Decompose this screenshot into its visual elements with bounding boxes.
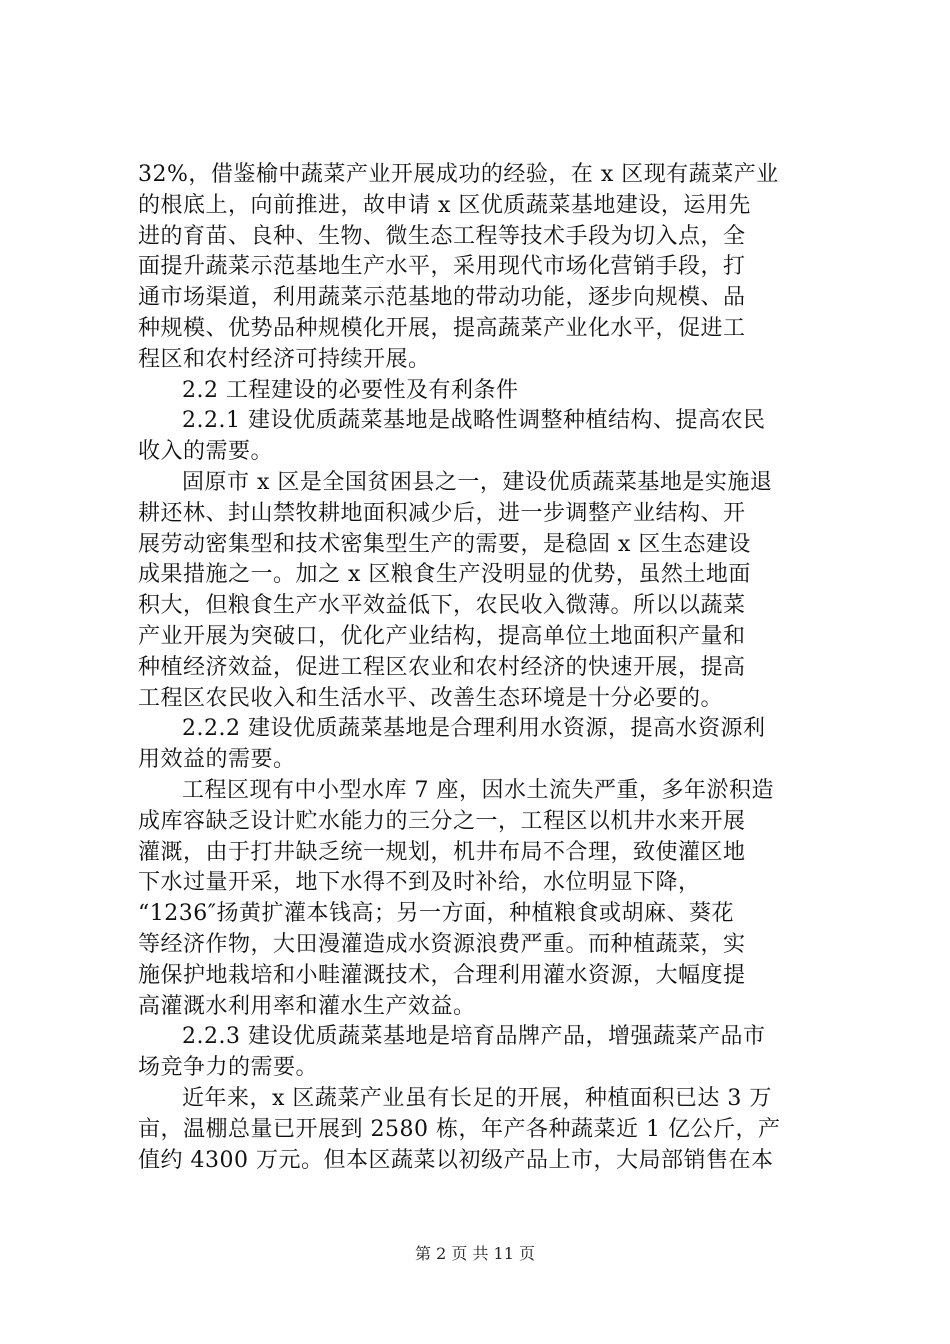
paragraph-start: 固原市 x 区是全国贫困县之一，建设优质蔬菜基地是实施退 <box>182 469 773 495</box>
text-line: 程区和农村经济可持续开展。 <box>138 346 431 372</box>
subsection-heading: 2.2.2 建设优质蔬菜基地是合理利用水资源，提高水资源利 <box>182 716 766 742</box>
text-line: 灌溉，由于打井缺乏统一规划，机井布局不合理，致使灌区地 <box>138 839 746 865</box>
page-footer: 第 2 页 共 11 页 <box>415 1244 535 1263</box>
subsection-heading: 2.2.3 建设优质蔬菜基地是培育品牌产品，增强蔬菜产品市 <box>182 1024 766 1050</box>
text-line: “1236″扬黄扩灌本钱高；另一方面，种植粮食或胡麻、葵花 <box>138 901 734 927</box>
text-line: 亩，温棚总量已开展到 2580 栋，年产各种蔬菜近 1 亿公斤，产 <box>138 1116 781 1142</box>
text-line: 值约 4300 万元。但本区蔬菜以初级产品上市，大局部销售在本 <box>138 1147 774 1173</box>
paragraph-start: 工程区现有中小型水库 7 座，因水土流失严重，多年淤积造 <box>182 777 774 803</box>
text-line: 面提升蔬菜示范基地生产水平，采用现代市场化营销手段，打 <box>138 254 746 280</box>
text-line: 场竞争力的需要。 <box>138 1055 319 1081</box>
section-heading: 2.2 工程建设的必要性及有利条件 <box>182 377 519 403</box>
text-line: 下水过量开采，地下水得不到及时补给，水位明显下降， <box>138 870 701 896</box>
text-line: 等经济作物，大田漫灌造成水资源浪费严重。而种植蔬菜，实 <box>138 931 746 957</box>
text-line: 用效益的需要。 <box>138 747 296 773</box>
text-line: 展劳动密集型和技术密集型生产的需要，是稳固 x 区生态建设 <box>138 531 751 557</box>
text-line: 通市场渠道，利用蔬菜示范基地的带动功能，逐步向规模、品 <box>138 285 746 311</box>
text-line: 施保护地栽培和小畦灌溉技术，合理利用灌水资源，大幅度提 <box>138 962 746 988</box>
body-text <box>138 160 828 1176</box>
text-line: 产业开展为突破口，优化产业结构，提高单位土地面积产量和 <box>138 623 746 649</box>
text-line: 32%，借鉴榆中蔬菜产业开展成功的经验，在 x 区现有蔬菜产业 <box>138 162 779 187</box>
subsection-heading: 2.2.1 建设优质蔬菜基地是战略性调整种植结构、提高农民 <box>182 408 766 434</box>
text-line: 工程区农民收入和生活水平、改善生态环境是十分必要的。 <box>138 685 724 711</box>
text-line: 进的育苗、良种、生物、微生态工程等技术手段为切入点，全 <box>138 223 746 249</box>
paragraph-start: 近年来，x 区蔬菜产业虽有长足的开展，种植面积已达 3 万 <box>182 1085 772 1111</box>
text-line: 的根底上，向前推进，故申请 x 区优质蔬菜基地建设，运用先 <box>138 192 751 218</box>
text-line: 耕还林、封山禁牧耕地面积减少后，进一步调整产业结构、开 <box>138 500 746 526</box>
text-line: 种规模、优势品种规模化开展，提高蔬菜产业化水平，促进工 <box>138 315 746 341</box>
text-line: 成果措施之一。加之 x 区粮食生产没明显的优势，虽然土地面 <box>138 562 751 588</box>
text-line: 高灌溉水利用率和灌水生产效益。 <box>138 993 476 1019</box>
text-line: 积大，但粮食生产水平效益低下，农民收入微薄。所以以蔬菜 <box>138 593 746 619</box>
text-line: 种植经济效益，促进工程区农业和农村经济的快速开展，提高 <box>138 654 746 680</box>
text-line: 成库容缺乏设计贮水能力的三分之一，工程区以机井水来开展 <box>138 808 746 834</box>
text-line: 收入的需要。 <box>138 439 274 465</box>
